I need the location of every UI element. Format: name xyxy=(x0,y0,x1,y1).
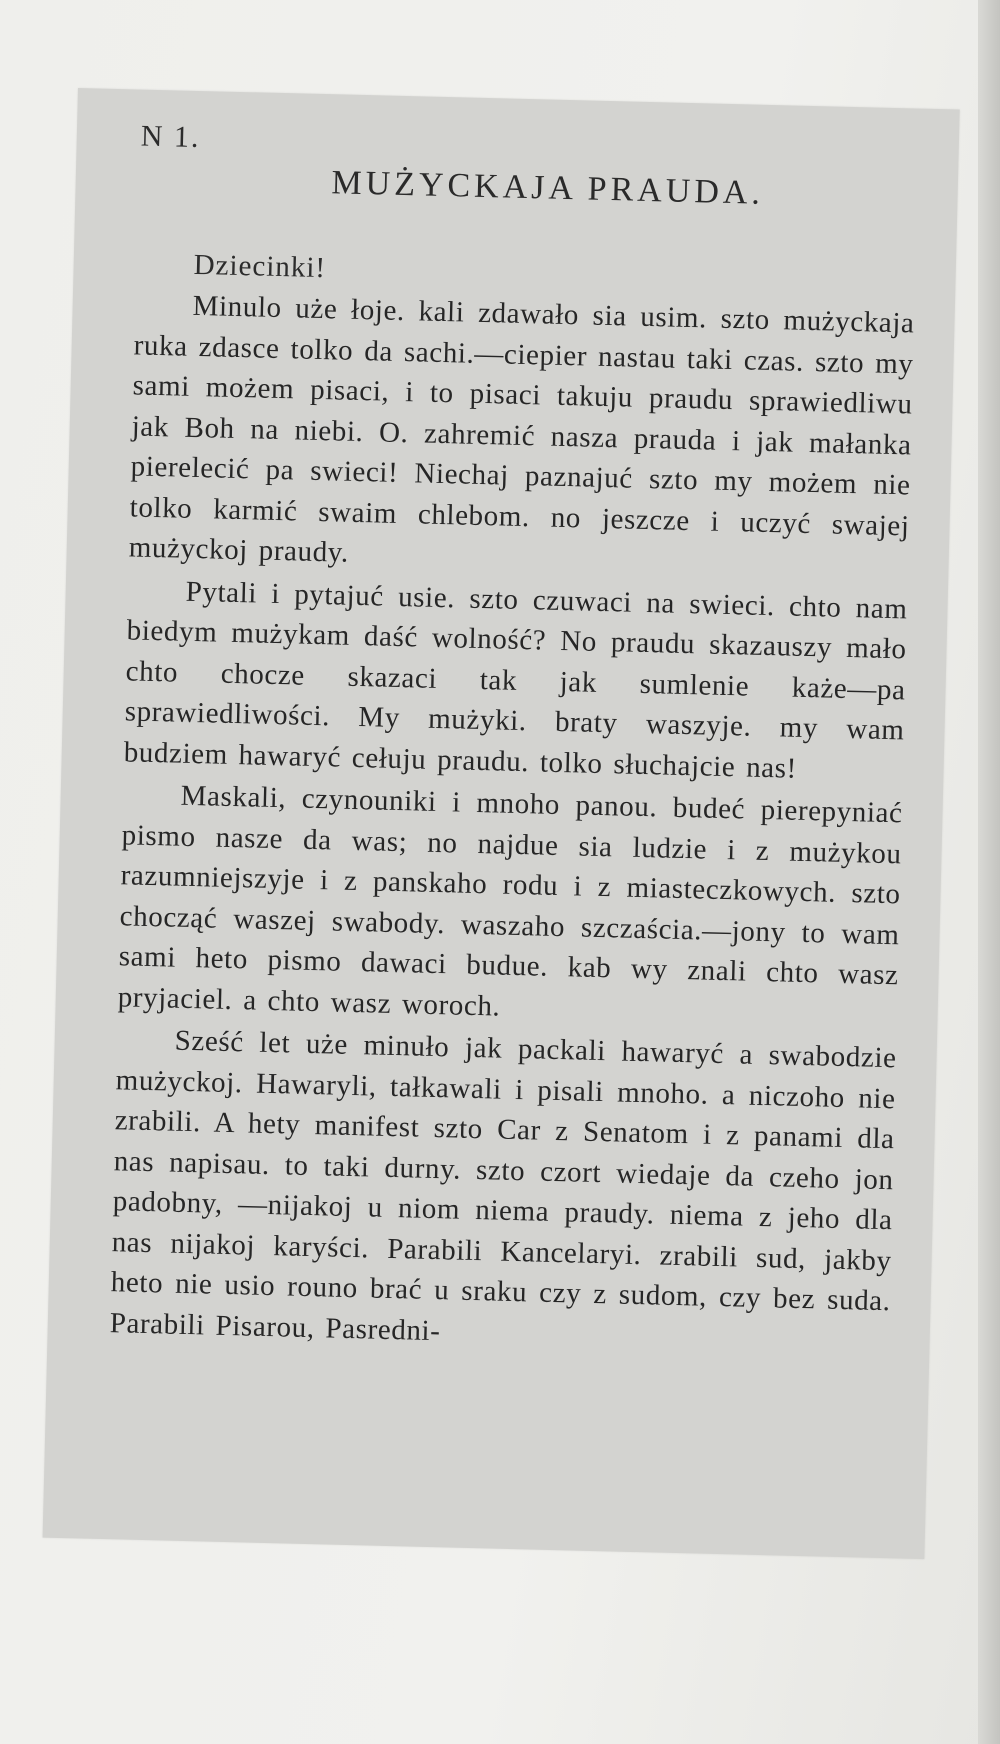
text-block xyxy=(109,120,919,1365)
printed-page-plate xyxy=(43,88,960,1559)
paragraph-2: Pytali i pytajuć usie. szto czuwaci na swieci. chto nam biedym mużykam daść wolność? No praudu skazauszy mało chto chocze skazaci tak jak sumlenie każe—pa sprawiedliwości. My mużyki. braty waszyje. my wam budziem hawaryć cełuju praudu. tolko słuchajcie nas! xyxy=(123,575,908,785)
paragraph-3: Maskali, czynouniki i mnoho panou. budeć pierepyniać pismo nasze da was; no najdue sia ludzie i z mużykou razumniejszyje i z panskaho rodu i z miasteczkowych. szto chocząć waszej swabody. waszaho szczaścia.—jony to wam sami heto pismo dawaci budue. kab wy znali chto wasz pryjaciel. a chto wasz woroch. xyxy=(117,779,903,1023)
paragraph-4: Sześć let uże minuło jak packali hawaryć a swabodzie mużyckoj. Hawaryli, tałkawali i pisali mnoho. a niczoho nie zrabili. A hety manifest szto Car z Senatom i z panami dla nas napisau. to taki durny. szto czort wiedaje da czeho jon padobny, —nijakoj u niom niema praudy. niema z jeho dla nas nijakoj karyści. Parabili Kancelaryi. zrabili sud, jakby heto nie usio rouno brać u sraku czy z sudom, czy bez suda. Parabili Pisarou, Pasredni- xyxy=(109,1024,897,1347)
paragraph-1: Minulo uże łoje. kali zdawało sia usim. szto mużyckaja ruka zdasce tolko da sachi.—ciepier nastau taki czas. szto my sami możem pisaci, i to pisaci takuju praudu sprawiedliwu jak Boh na niebi. O. zahremić nasza prauda i jak małanka pierelecić pa swieci! Niechaj paznajuć szto my możem nie tolko karmić swaim chlebom. no jeszcze i uczyć swajej mużyckoj praudy. xyxy=(128,289,915,569)
greeting: Dziecinki! xyxy=(193,248,327,285)
document-title: MUŻYCKAJA PRAUDA. xyxy=(330,164,765,212)
issue-number: N 1. xyxy=(140,119,201,155)
page-edge xyxy=(978,0,1000,1744)
